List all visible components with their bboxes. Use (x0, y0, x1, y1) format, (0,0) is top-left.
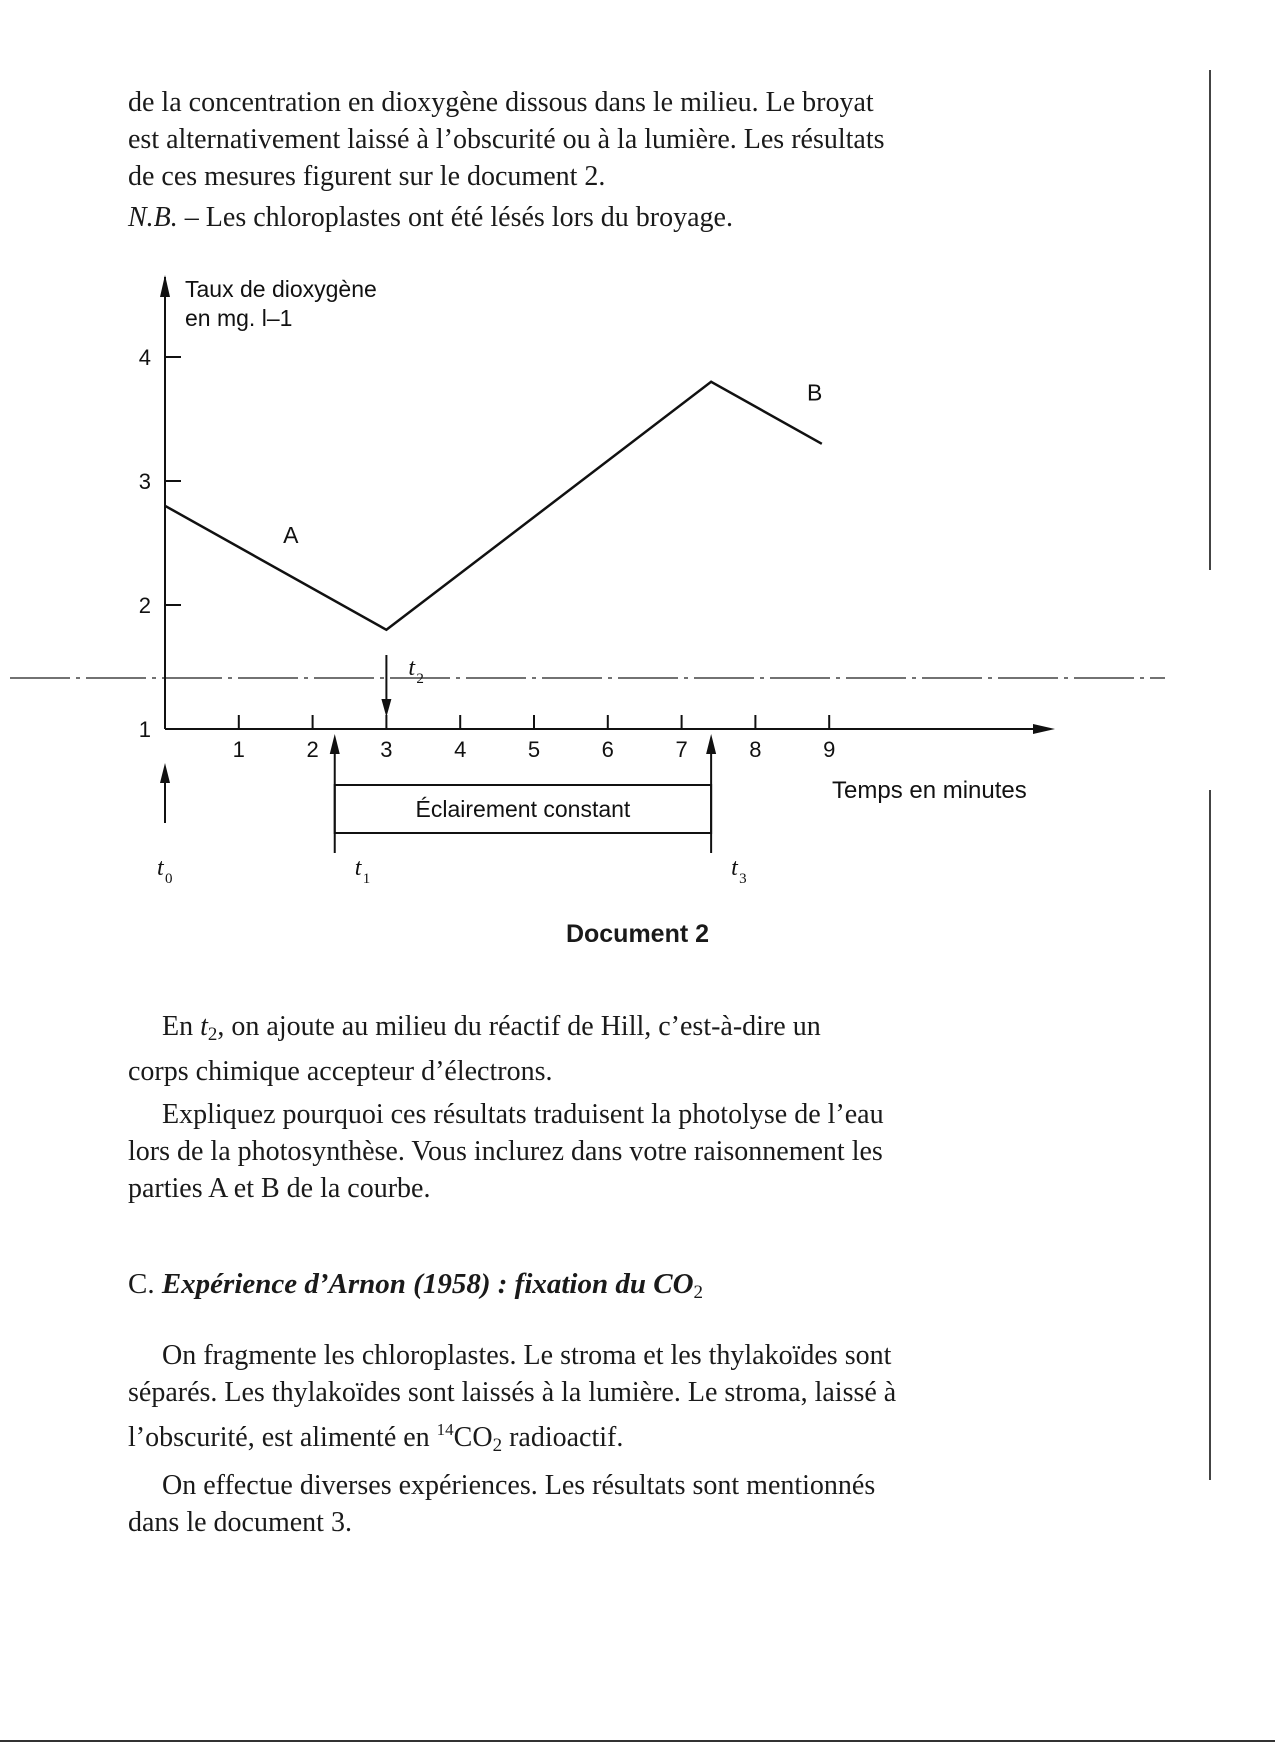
hill-prefix: En (162, 1011, 201, 1042)
intro-line-1: de la concentration en dioxygène dissous dans le milieu. Le broyat (128, 87, 874, 118)
intro-paragraph (128, 84, 1068, 236)
arnon-line-3b: radioactif. (502, 1422, 624, 1453)
event-label-t3: t (731, 855, 738, 881)
hill-t: t (200, 1011, 208, 1042)
oxygen-chart (0, 255, 1275, 905)
segment-label-a: A (283, 522, 299, 548)
x-tick-label: 6 (601, 737, 614, 762)
hill-rest: , on ajoute au milieu du réactif de Hill, c’est-à-dire un (217, 1011, 821, 1042)
question-paragraph (128, 1096, 1068, 1207)
event-label-t1: t (354, 855, 362, 881)
hill-line-1 (128, 1008, 1068, 1053)
y-axis-title-line-2: en mg. l–1 (185, 305, 293, 331)
x-tick-label: 9 (823, 737, 836, 762)
event-arrowhead-t3 (706, 734, 716, 754)
intro-line-2: est alternativement laissé à l’obscurité ou à la lumière. Les résultats (128, 124, 885, 155)
event-sub-t0: 0 (165, 871, 173, 887)
x-tick-label: 1 (232, 737, 245, 762)
segment-labels (283, 379, 822, 548)
y-tick-label: 3 (138, 469, 151, 494)
event-label-t2: t (408, 655, 416, 681)
nb-label: N.B. (128, 202, 178, 233)
nb-note (128, 199, 1068, 236)
y-tick-label: 1 (138, 717, 151, 742)
section-c-title (128, 1268, 703, 1304)
event-sub-t1: 1 (362, 871, 371, 887)
illumination-label: Éclairement constant (415, 796, 631, 822)
nb-text: – Les chloroplastes ont été lésés lors du broyage. (177, 202, 733, 233)
section-letter: C. (128, 1268, 155, 1300)
isotope-sup: 14 (436, 1420, 454, 1439)
section-title-sub: 2 (693, 1282, 704, 1303)
margin-rule-bottom (1209, 790, 1211, 1480)
question-line-2: lors de la photosynthèse. Vous inclurez dans votre raisonnement les (128, 1136, 883, 1167)
page-bottom-rule (0, 1740, 1275, 1742)
event-label-t0: t (157, 855, 164, 881)
arnon-line-5: dans le document 3. (128, 1507, 352, 1538)
document-caption: Document 2 (565, 920, 710, 948)
arnon-line-2: séparés. Les thylakoïdes sont laissés à la lumière. Le stroma, laissé à (128, 1377, 897, 1408)
x-tick-label: 2 (306, 737, 319, 762)
event-markers (157, 655, 747, 887)
y-ticks (139, 345, 181, 742)
y-axis-title-line-1: Taux de dioxygène (185, 276, 377, 302)
event-sub-t2: 2 (416, 671, 424, 687)
co-text: CO (453, 1422, 493, 1453)
x-ticks (233, 715, 836, 762)
arnon-line-3 (128, 1411, 1068, 1464)
event-arrowhead-t1 (330, 734, 340, 754)
arnon-paragraph (128, 1337, 1068, 1541)
y-tick-label: 4 (138, 345, 151, 370)
oxygen-curve (165, 382, 822, 630)
hill-line-2: corps chimique accepteur d’électrons. (128, 1056, 553, 1087)
intro-line-3: de ces mesures figurent sur le document 2. (128, 161, 606, 192)
section-title-text: Expérience d’Arnon (1958) : fixation du CO (161, 1268, 694, 1300)
x-tick-label: 8 (749, 737, 762, 762)
hill-paragraph (128, 1008, 1068, 1090)
hill-sub: 2 (207, 1024, 218, 1045)
arnon-line-3a: l’obscurité, est alimenté en (128, 1422, 437, 1453)
x-tick-label: 7 (675, 737, 688, 762)
x-tick-label: 4 (454, 737, 467, 762)
event-sub-t3: 3 (739, 871, 747, 887)
x-tick-label: 3 (380, 737, 393, 762)
arnon-line-1: On fragmente les chloroplastes. Le stroma et les thylakoïdes sont (162, 1340, 892, 1371)
event-arrowhead-t2 (381, 699, 391, 717)
y-axis-arrow (160, 275, 170, 297)
question-line-1: Expliquez pourquoi ces résultats traduisent la photolyse de l’eau (162, 1099, 884, 1130)
margin-rule-top (1209, 70, 1211, 570)
x-axis-arrow (1033, 724, 1055, 734)
co-sub: 2 (492, 1435, 503, 1456)
x-tick-label: 5 (527, 737, 541, 762)
segment-label-b: B (807, 379, 823, 406)
question-line-3: parties A et B de la courbe. (128, 1173, 431, 1204)
x-axis-title: Temps en minutes (832, 777, 1027, 804)
event-arrowhead-t0 (160, 763, 170, 783)
arnon-line-4: On effectue diverses expériences. Les résultats sont mentionnés (162, 1470, 876, 1501)
y-tick-label: 2 (138, 593, 151, 618)
